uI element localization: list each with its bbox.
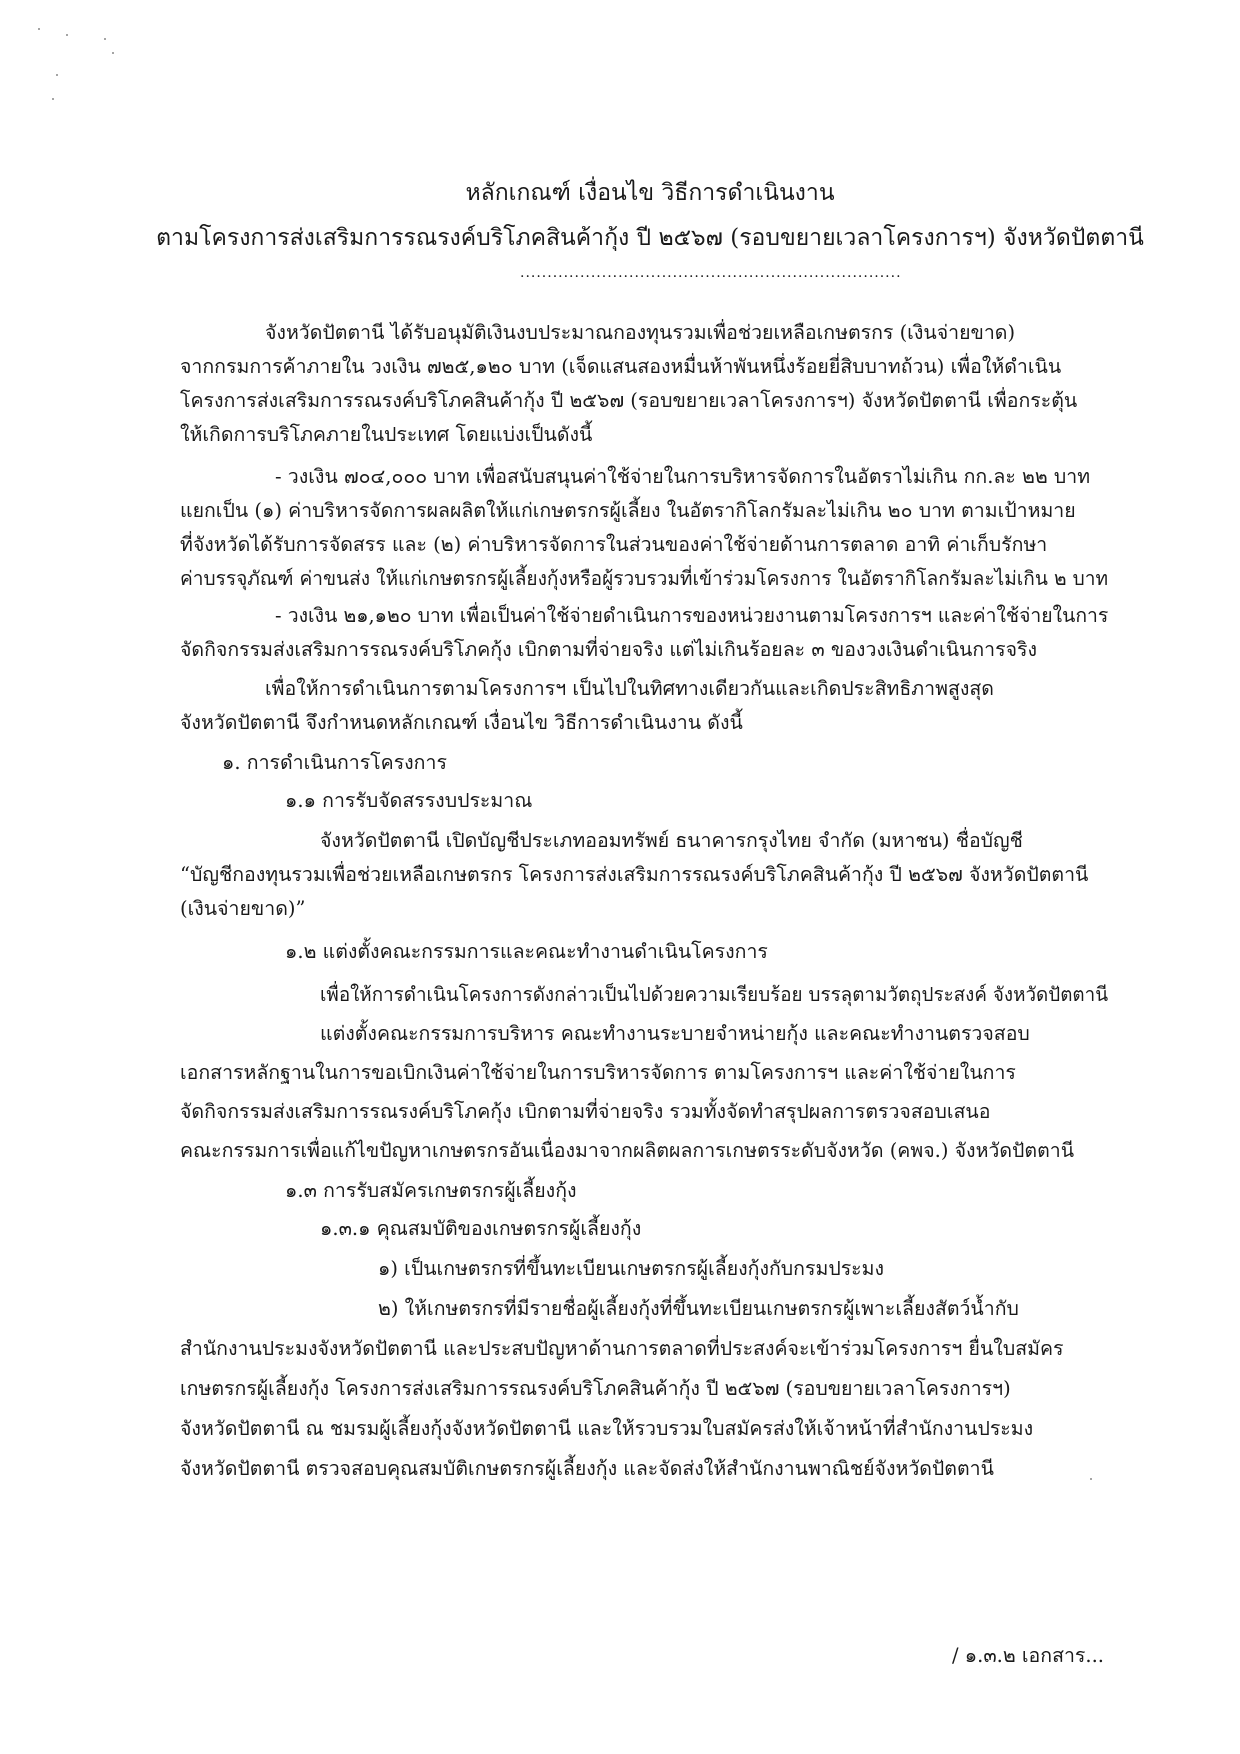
section-1-1-line: “บัญชีกองทุนรวมเพื่อช่วยเหลือเกษตรกร โครงการส่งเสริมการรณรงค์บริโภคสินค้ากุ้ง ปี ๒๕๖๗ จังหวัดปัตตานี [180,863,1089,886]
budget-item-1-line: ที่จังหวัดได้รับการจัดสรร และ (๒) ค่าบริหารจัดการในส่วนของค่าใช้จ่ายด้านการตลาด อาทิ ค่าเก็บรักษา [180,533,1048,556]
qualification-2-line: จังหวัดปัตตานี ตรวจสอบคุณสมบัติเกษตรกรผู้เลี้ยงกุ้ง และจัดส่งให้สำนักงานพาณิชย์จังหวัดปัตตานี [180,1457,994,1480]
qualification-2-line: จังหวัดปัตตานี ณ ชมรมผู้เลี้ยงกุ้งจังหวัดปัตตานี และให้รวบรวมใบสมัครส่งให้เจ้าหน้าที่สำนักงานประมง [180,1417,1034,1440]
scan-speck [104,38,106,40]
section-1-3-heading: ๑.๓ การรับสมัครเกษตรกรผู้เลี้ยงกุ้ง [285,1179,577,1202]
budget-item-2-line: - วงเงิน ๒๑,๑๒๐ บาท เพื่อเป็นค่าใช้จ่ายดำเนินการของหน่วยงานตามโครงการฯ และค่าใช้จ่ายในการ [275,604,1109,627]
section-1-2-line: เอกสารหลักฐานในการขอเบิกเงินค่าใช้จ่ายในการบริหารจัดการ ตามโครงการฯ และค่าใช้จ่ายในการ [180,1061,1016,1084]
title-separator: ...................................................................... [520,265,902,281]
qualification-2-line: สำนักงานประมงจังหวัดปัตตานี และประสบปัญหาด้านการตลาดที่ประสงค์จะเข้าร่วมโครงการฯ ยื่นใบสมัคร [180,1337,1064,1360]
scan-speck [52,98,54,100]
qualification-2-line: เกษตรกรผู้เลี้ยงกุ้ง โครงการส่งเสริมการรณรงค์บริโภคสินค้ากุ้ง ปี ๒๕๖๗ (รอบขยายเวลาโครงการฯ) [180,1377,1011,1400]
intro-line: จังหวัดปัตตานี ได้รับอนุมัติเงินงบประมาณกองทุนรวมเพื่อช่วยเหลือเกษตรกร (เงินจ่ายขาด) [265,321,1016,344]
continuation-marker: / ๑.๓.๒ เอกสาร... [951,1644,1104,1667]
section-1-3-1-heading: ๑.๓.๑ คุณสมบัติของเกษตรกรผู้เลี้ยงกุ้ง [320,1217,642,1240]
scan-speck [66,34,68,36]
section-1-1-heading: ๑.๑ การรับจัดสรรงบประมาณ [285,789,533,812]
section-1-2-line: เพื่อให้การดำเนินโครงการดังกล่าวเป็นไปด้วยความเรียบร้อย บรรลุตามวัตถุประสงค์ จังหวัดปัตตานี [320,983,1109,1006]
section-1-2-heading: ๑.๒ แต่งตั้งคณะกรรมการและคณะทำงานดำเนินโครงการ [285,940,768,963]
purpose-line: เพื่อให้การดำเนินการตามโครงการฯ เป็นไปในทิศทางเดียวกันและเกิดประสิทธิภาพสูงสุด [265,677,994,700]
budget-item-1-line: ค่าบรรจุภัณฑ์ ค่าขนส่ง ให้แก่เกษตรกรผู้เลี้ยงกุ้งหรือผู้รวบรวมที่เข้าร่วมโครงการ ในอัตรากิโลกรัมละไม่เกิน ๒ บาท [180,567,1109,590]
scan-speck [112,52,114,54]
intro-line: โครงการส่งเสริมการรณรงค์บริโภคสินค้ากุ้ง ปี ๒๕๖๗ (รอบขยายเวลาโครงการฯ) จังหวัดปัตตานี เพื่อกระตุ้น [180,389,1078,412]
document-title-line-2: ตามโครงการส่งเสริมการรณรงค์บริโภคสินค้ากุ้ง ปี ๒๕๖๗ (รอบขยายเวลาโครงการฯ) จังหวัดปัตตานี [156,225,1144,251]
budget-item-1-line: - วงเงิน ๗๐๔,๐๐๐ บาท เพื่อสนับสนุนค่าใช้จ่ายในการบริหารจัดการในอัตราไม่เกิน กก.ละ ๒๒ บาท [275,465,1091,488]
section-1-heading: ๑. การดำเนินการโครงการ [222,751,447,774]
budget-item-1-line: แยกเป็น (๑) ค่าบริหารจัดการผลผลิตให้แก่เกษตรกรผู้เลี้ยง ในอัตรากิโลกรัมละไม่เกิน ๒๐ บาท ตามเป้าหมาย [180,499,1076,522]
purpose-line: จังหวัดปัตตานี จึงกำหนดหลักเกณฑ์ เงื่อนไข วิธีการดำเนินงาน ดังนี้ [180,711,743,734]
section-1-2-line: คณะกรรมการเพื่อแก้ไขปัญหาเกษตรกรอันเนื่องมาจากผลิตผลการเกษตรระดับจังหวัด (คพจ.) จังหวัดปัตตานี [180,1139,1075,1162]
qualification-1: ๑) เป็นเกษตรกรที่ขึ้นทะเบียนเกษตรกรผู้เลี้ยงกุ้งกับกรมประมง [378,1257,885,1280]
scan-speck [1090,1478,1092,1480]
qualification-2-line: ๒) ให้เกษตรกรที่มีรายชื่อผู้เลี้ยงกุ้งที่ขึ้นทะเบียนเกษตรกรผู้เพาะเลี้ยงสัตว์น้ำกับ [378,1297,1019,1320]
intro-line: จากกรมการค้าภายใน วงเงิน ๗๒๕,๑๒๐ บาท (เจ็ดแสนสองหมื่นห้าพันหนึ่งร้อยยี่สิบบาทถ้วน) เพื่อให้ดำเนิน [180,355,1062,378]
intro-line: ให้เกิดการบริโภคภายในประเทศ โดยแบ่งเป็นดังนี้ [180,423,593,446]
section-1-1-line: (เงินจ่ายขาด)” [180,897,306,920]
section-1-2-line: จัดกิจกรรมส่งเสริมการรณรงค์บริโภคกุ้ง เบิกตามที่จ่ายจริง รวมทั้งจัดทำสรุปผลการตรวจสอบเสนอ [180,1100,991,1123]
section-1-2-line: แต่งตั้งคณะกรรมการบริหาร คณะทำงานระบายจำหน่ายกุ้ง และคณะทำงานตรวจสอบ [320,1022,1030,1045]
document-title-line-1: หลักเกณฑ์ เงื่อนไข วิธีการดำเนินงาน [465,180,835,206]
section-1-1-line: จังหวัดปัตตานี เปิดบัญชีประเภทออมทรัพย์ ธนาคารกรุงไทย จำกัด (มหาชน) ชื่อบัญชี [320,829,1023,852]
scan-speck [56,74,58,76]
budget-item-2-line: จัดกิจกรรมส่งเสริมการรณรงค์บริโภคกุ้ง เบิกตามที่จ่ายจริง แต่ไม่เกินร้อยละ ๓ ของวงเงินดำเนินการจริง [180,638,1038,661]
scan-speck [38,28,40,30]
